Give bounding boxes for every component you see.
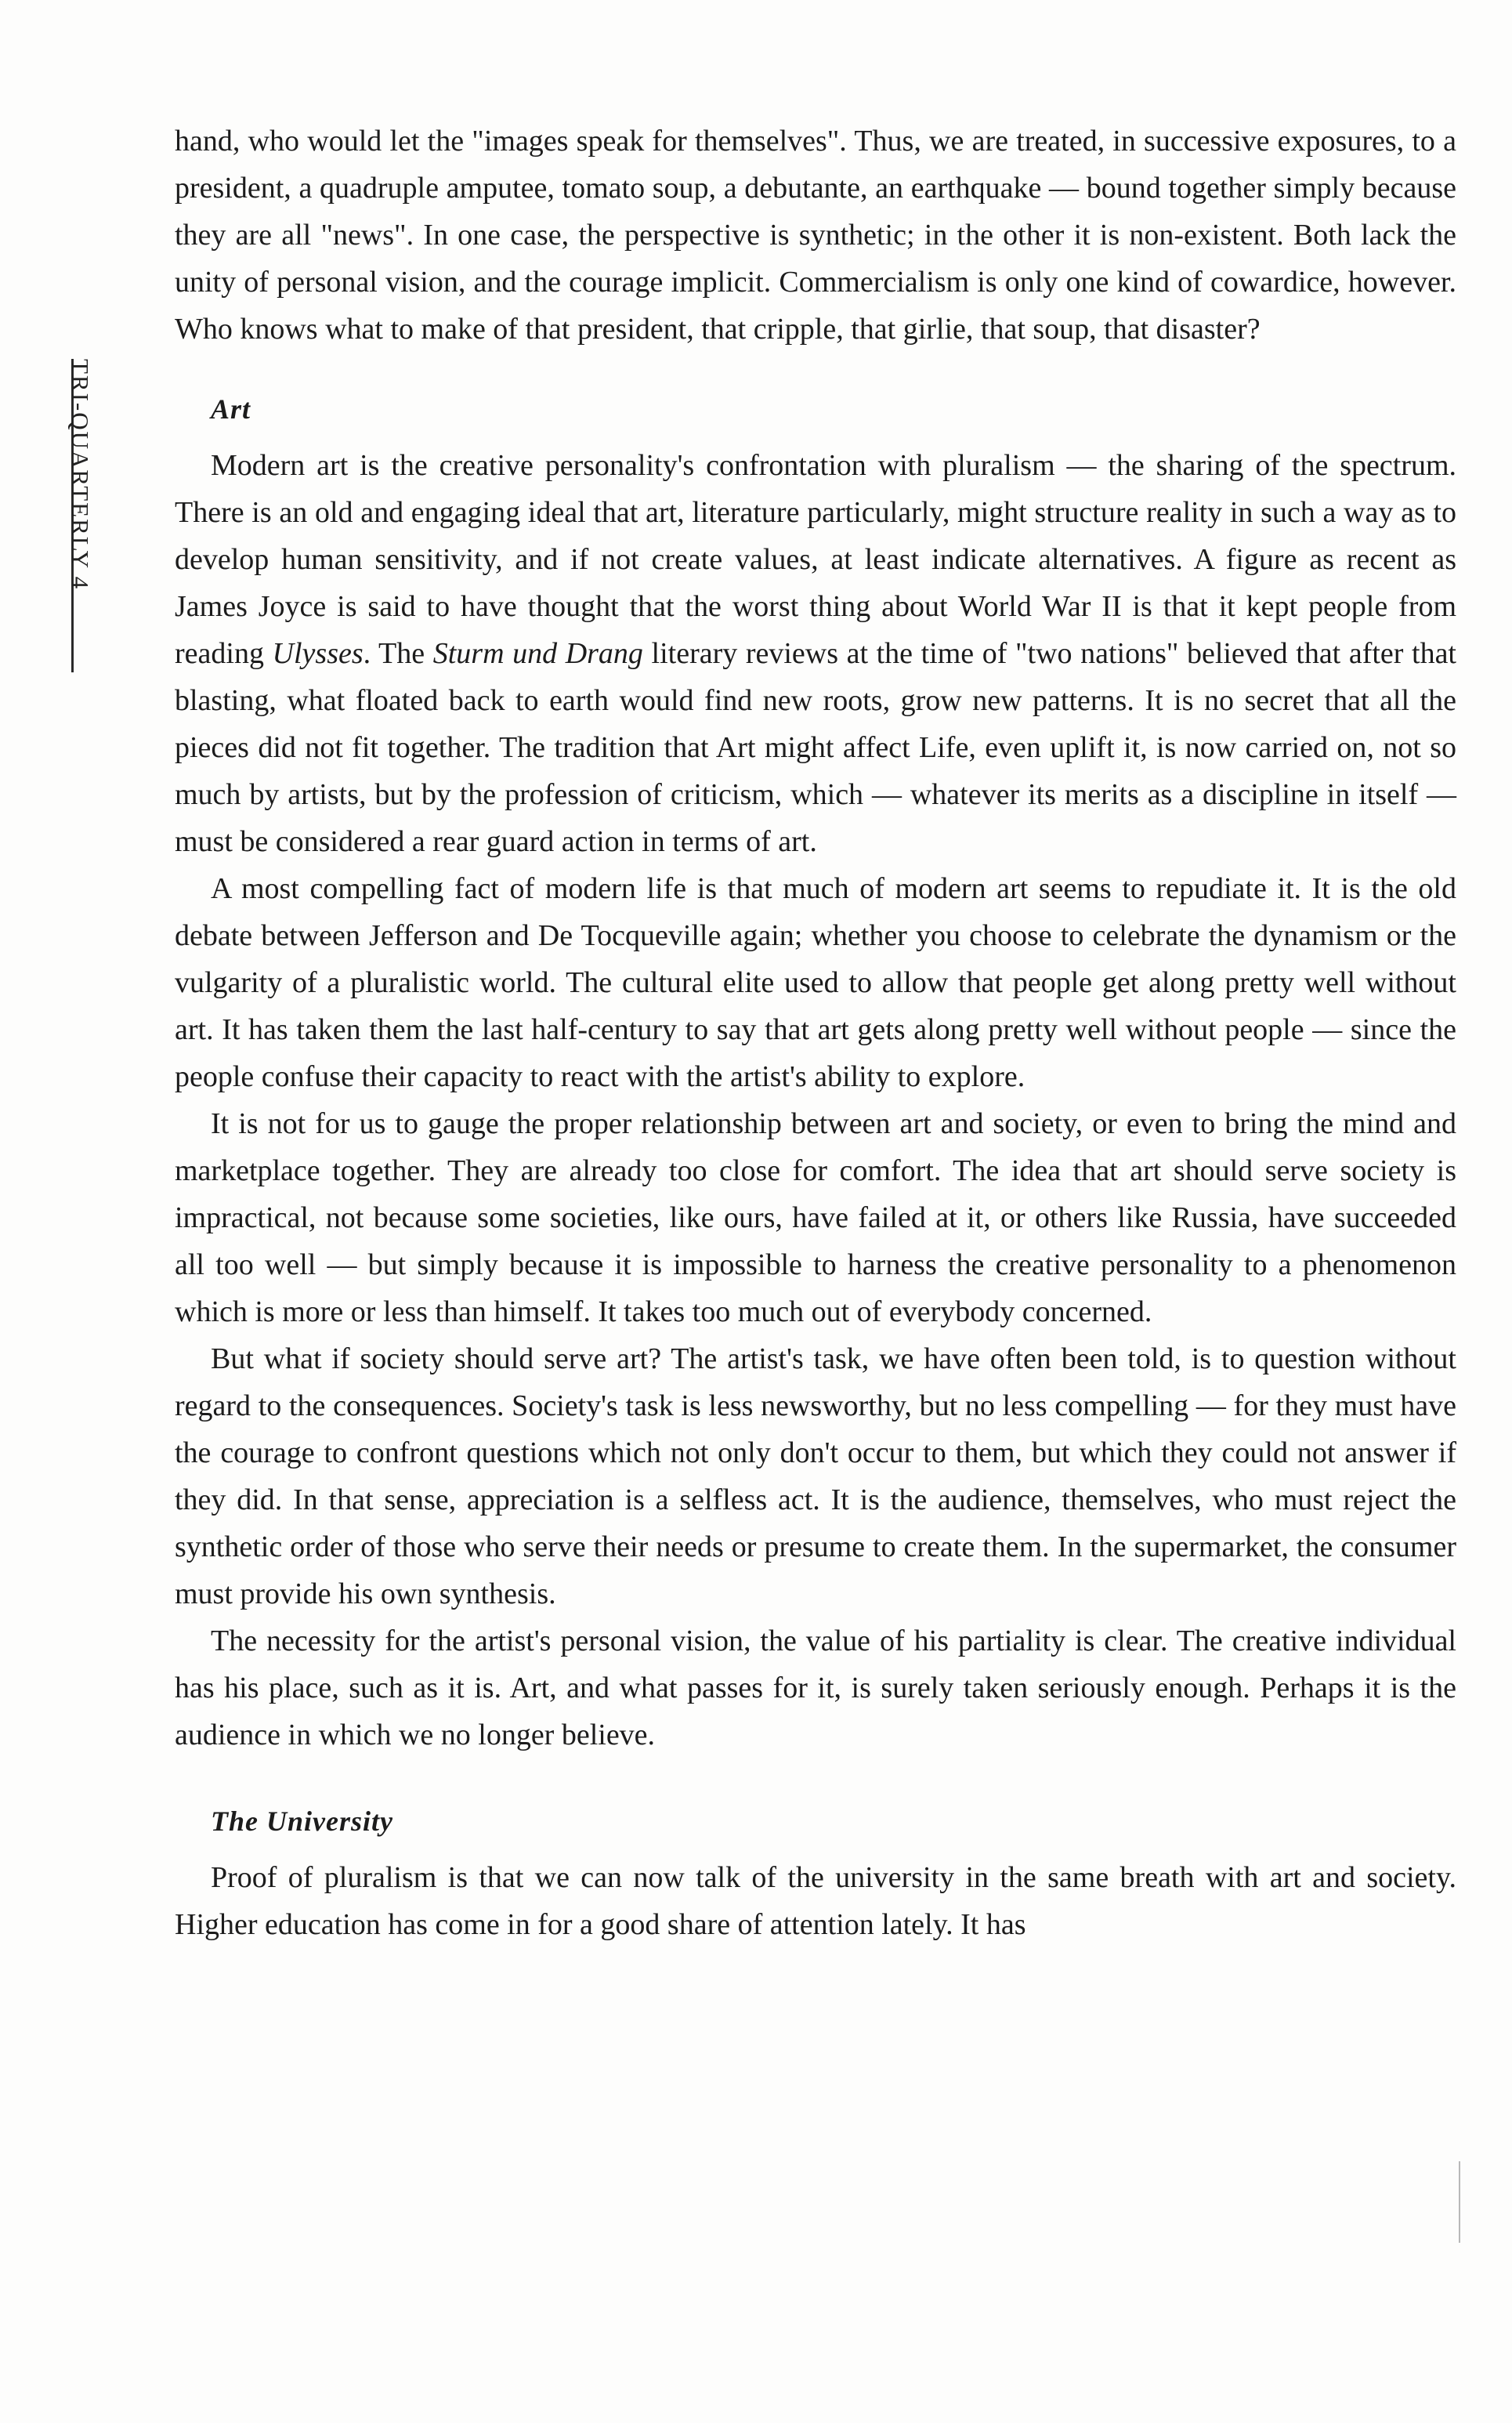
art-paragraph-4: But what if society should serve art? The artist's task, we have often been told, is to question without regard to the consequences. Society's task is less newsworthy, but no less compelling — for they must have the courage to confront questions which not only don't occur to them, but which they could not answer if they did. In that sense, appreciation is a selfless act. It is the audience, themselves, who must reject the synthetic order of those who serve their needs or presume to create them. In the supermarket, the consumer must provide his own synthesis.	[175, 1342, 1456, 1610]
art-p1-text-a: Modern art is the creative personality's confrontation with pluralism — the sharing of the spectrum. There is an old and engaging ideal that art, literature particularly, might structure reality in such a way as to develop human sensitivity, and if not create values, at least indicate alternatives. A figure as recent as James Joyce is said to have thought that the worst thing about World War II is that it kept people from reading	[175, 449, 1456, 670]
ulysses-title: Ulysses	[272, 637, 364, 670]
running-head-label: TRI-QUARTERLY 4	[67, 359, 94, 591]
intro-paragraph: hand, who would let the "images speak for themselves". Thus, we are treated, in successive exposures, to a president, a quadruple amputee, tomato soup, a debutante, an earthquake — bound together simply because they are all "news". In one case, the perspective is synthetic; in the other it is non-existent. Both lack the unity of personal vision, and the courage implicit. Commercialism is only one kind of cowardice, however. Who knows what to make of that president, that cripple, that girlie, that soup, that disaster?	[175, 125, 1456, 346]
art-p1-text-b: . The	[363, 637, 433, 670]
section-heading-university: The University	[211, 1805, 393, 1837]
page-edge-mark	[1459, 2161, 1460, 2243]
art-paragraph-3: It is not for us to gauge the proper relationship between art and society, or even to bring the mind and marketplace together. They are already too close for comfort. The idea that art should serve society is impractical, not because some societies, like ours, have failed at it, or others like Russia, have succeeded all too well — but simply because it is impossible to harness the creative personality to a phenomenon which is more or less than himself. It takes too much out of everybody concerned.	[175, 1107, 1456, 1328]
art-paragraph-5: The necessity for the artist's personal vision, the value of his partiality is clear. The creative individual has his place, such as it is. Art, and what passes for it, is surely taken seriously enough. Perhaps it is the audience in which we no longer believe.	[175, 1624, 1456, 1751]
art-paragraph-2: A most compelling fact of modern life is that much of modern art seems to repudiate it. It is the old debate between Jefferson and De Tocqueville again; whether you choose to celebrate the dynamism or the vulgarity of a pluralistic world. The cultural elite used to allow that people get along pretty well without art. It has taken them the last half-century to say that art gets along pretty well without people — since the people confuse their capacity to react with the artist's ability to explore.	[175, 872, 1456, 1093]
body-text	[175, 118, 1456, 1948]
university-paragraph-1: Proof of pluralism is that we can now talk of the university in the same breath with art and society. Higher education has come in for a good share of attention lately. It has	[175, 1861, 1456, 1941]
art-paragraph-1	[175, 442, 1456, 865]
art-p1-text-c: literary reviews at the time of "two nations" believed that after that blasting, what floated back to earth would find new roots, grow new patterns. It is no secret that all the pieces did not fit together. The tradition that Art might affect Life, even uplift it, is now carried on, not so much by artists, but by the profession of criticism, which — whatever its merits as a discipline in itself — must be considered a rear guard action in terms of art.	[175, 637, 1456, 858]
section-heading-art: Art	[211, 393, 251, 425]
sturm-und-drang-title: Sturm und Drang	[432, 637, 643, 670]
running-head	[30, 359, 94, 657]
